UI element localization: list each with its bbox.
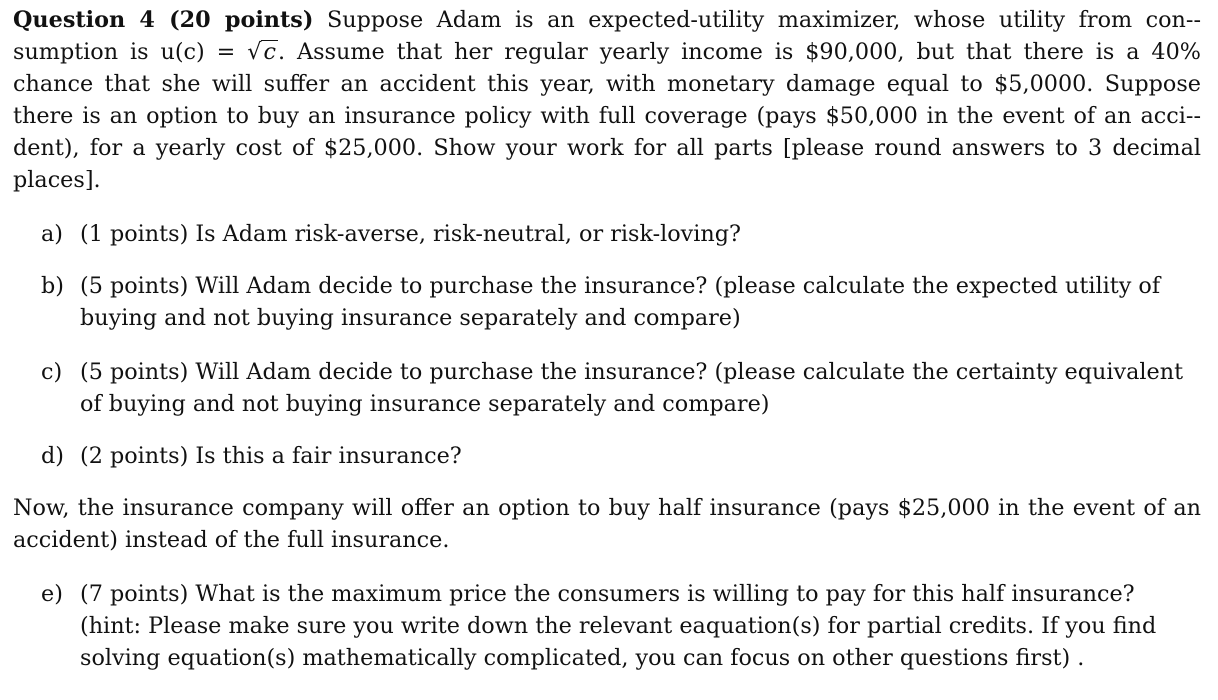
part-text: (5 points) Will Adam decide to purchase the insurance? (please calculate the expected utility of buying and not buying insurance separately and compare) — [80, 273, 1161, 331]
part-letter: a) — [41, 221, 63, 247]
part-letter: c) — [41, 359, 63, 385]
part-text: (2 points) Is this a fair insurance? — [80, 443, 462, 469]
parts-list-2 — [13, 578, 1201, 674]
question-heading: Question 4 (20 points) — [13, 7, 314, 33]
sqrt-expression — [247, 36, 278, 68]
part-letter: b) — [41, 273, 64, 299]
followup-paragraph: Now, the insurance company will offer an option to buy half insurance (pays $25,000 in the event of an accident) instead of the full insurance. — [13, 495, 1201, 553]
part-c — [13, 356, 1201, 420]
parts-list-1 — [13, 218, 1201, 472]
part-letter: e) — [41, 581, 63, 607]
document-page — [13, 4, 1201, 674]
part-a — [13, 218, 1201, 250]
part-d — [13, 440, 1201, 472]
part-letter: d) — [41, 443, 64, 469]
part-e — [13, 578, 1201, 674]
part-text: (1 points) Is Adam risk-averse, risk-neutral, or risk-loving? — [80, 221, 741, 247]
question-intro — [13, 4, 1201, 196]
part-text: (5 points) Will Adam decide to purchase the insurance? (please calculate the certainty equivalent of buying and not buying insurance separately and compare) — [80, 359, 1184, 417]
sqrt-radicand: c — [263, 39, 276, 65]
intro-text-2: . Assume that her regular yearly income is $90,000, but that there is a 40% chance that she will suffer an accident this year, with monetary damage equal to $5,0000. Suppose there is an option to buy an insurance policy with full coverage (pays $50,000 in the event of an acci-dent), for a yearly cost of $25,000. Show your work for all parts [please round answers to 3 decimal places]. — [13, 39, 1201, 193]
intro-text-1: Suppose Adam is an expected-utility maximizer, whose utility from con-sumption is u(c) = — [13, 7, 1202, 65]
part-text: (7 points) What is the maximum price the consumers is willing to pay for this half insurance? (hint: Please make sure you write down the relevant eaquation(s) for partial credits. If you find solving equation(s) mathematically complicated, you can focus on other questions first) . — [80, 581, 1157, 671]
part-b — [13, 270, 1201, 334]
sqrt-symbol: √ — [247, 39, 262, 65]
